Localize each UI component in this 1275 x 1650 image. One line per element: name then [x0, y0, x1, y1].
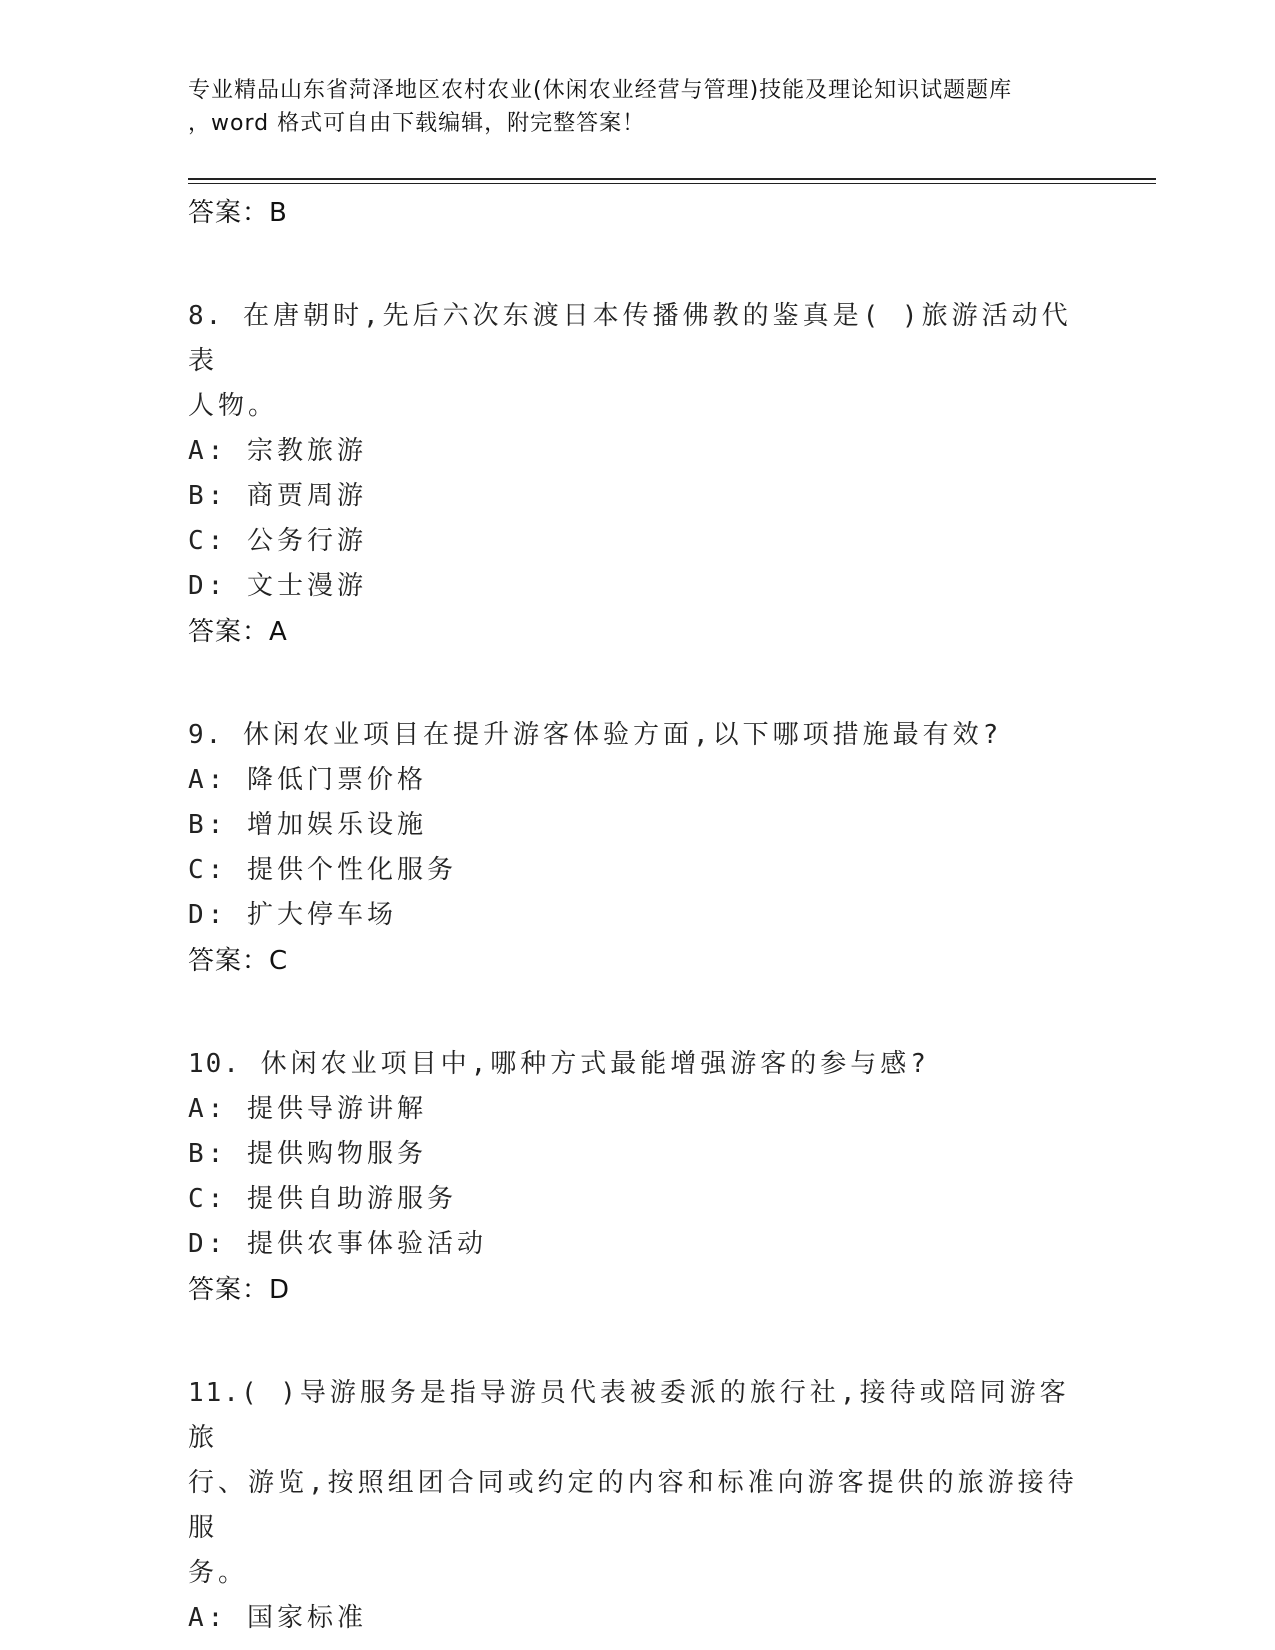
header-divider-thick — [188, 178, 1156, 180]
question-text-line: 休闲农业项目中,哪种方式最能增强游客的参与感? — [260, 1049, 930, 1079]
option-a: A: 提供导游讲解 — [188, 1094, 427, 1124]
header-title-line-2: ，word 格式可自由下载编辑，附完整答案！ — [188, 111, 646, 136]
question-text — [188, 713, 1088, 758]
question-text-line: 休闲农业项目在提升游客体验方面,以下哪项措施最有效? — [242, 720, 1003, 750]
option-c: C: 提供自助游服务 — [188, 1184, 457, 1214]
header-divider-thin — [188, 183, 1156, 184]
question-item-8 — [188, 294, 1088, 655]
option-c: C: 提供个性化服务 — [188, 855, 457, 885]
document-header — [188, 74, 1108, 140]
option-b: B: 提供购物服务 — [188, 1139, 427, 1169]
answer-line: 答案：B — [188, 198, 288, 228]
question-text-line: 务。 — [188, 1558, 249, 1588]
answer-line: 答案：C — [188, 946, 289, 976]
question-text — [188, 1371, 1088, 1461]
question-text-line: 人物。 — [188, 391, 279, 421]
answer-line: 答案：A — [188, 617, 288, 647]
option-d: D: 扩大停车场 — [188, 900, 397, 930]
question-text-line: 在唐朝时,先后六次东渡日本传播佛教的鉴真是( )旅游活动代表 — [188, 301, 1072, 376]
option-b: B: 商贾周游 — [188, 481, 367, 511]
question-item-9 — [188, 713, 1088, 984]
header-title-line-1: 专业精品山东省菏泽地区农村农业(休闲农业经营与管理)技能及理论知识试题题库 — [188, 78, 1013, 103]
question-text — [188, 1042, 1088, 1087]
option-a: A: 国家标准 — [188, 1603, 367, 1633]
option-c: C: 公务行游 — [188, 526, 367, 556]
option-a: A: 降低门票价格 — [188, 765, 427, 795]
option-d: D: 提供农事体验活动 — [188, 1229, 487, 1259]
question-number: 9. — [188, 720, 224, 750]
question-text-line: ( )导游服务是指导游员代表被委派的旅行社,接待或陪同游客旅 — [188, 1378, 1070, 1453]
option-a: A: 宗教旅游 — [188, 436, 367, 466]
question-number: 10. — [188, 1049, 241, 1079]
question-text — [188, 294, 1088, 384]
question-item-10 — [188, 1042, 1088, 1313]
question-item-11 — [188, 1371, 1088, 1641]
question-list — [188, 190, 1088, 1641]
option-b: B: 增加娱乐设施 — [188, 810, 427, 840]
question-text-line: 行、游览,按照组团合同或约定的内容和标准向游客提供的旅游接待服 — [188, 1468, 1078, 1543]
question-number: 11. — [188, 1378, 241, 1408]
option-d: D: 文士漫游 — [188, 571, 367, 601]
answer-line: 答案：D — [188, 1275, 291, 1305]
question-number: 8. — [188, 301, 224, 331]
